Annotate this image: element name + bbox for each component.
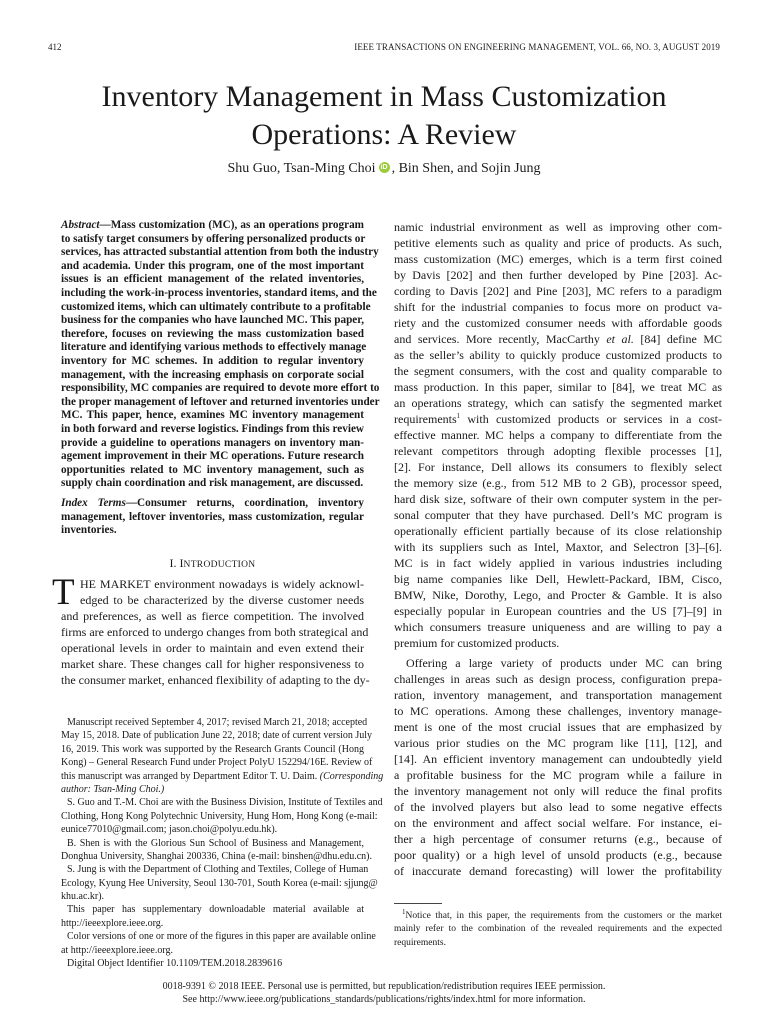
- abstract-line: to satisfy target consumers by offering personalized products or: [61, 232, 366, 245]
- body-line: an operations strategy, which can satisfy the segmented market: [394, 396, 722, 410]
- abstract-line: and academia. Under this program, one of the most important: [61, 259, 364, 272]
- title-line-1: Inventory Management in Mass Customization: [101, 80, 667, 113]
- body-line: big name companies like Dell, Hewlett-Packard, IBM, Cisco,: [394, 572, 722, 586]
- body-line: namic industrial environment as well as improving other com-: [394, 220, 722, 234]
- body-line: ment is one of the most crucial issues that are emphasized by: [394, 720, 722, 734]
- body-line: mass customization (MC) emerges, which is a term first coined: [394, 252, 722, 266]
- body-line: on the environment and affect social welfare. For instance, ei-: [394, 816, 722, 830]
- right-column-p2: [394, 655, 722, 879]
- abstract-line: therefore, focuses on reviewing the mass customization based: [61, 327, 364, 340]
- abstract-line: agement improvement in their MC operations. Future research: [61, 450, 364, 463]
- intro-line: and preferences, as well as fierce competition. The involved: [61, 609, 364, 623]
- body-line: BMW, Nike, Dorothy, Lego, and Procter & Gamble. It is also: [394, 588, 722, 602]
- body-line: requirements$^1$ with customized products or services in a cost-: [394, 412, 722, 426]
- body-line: the segment consumers, with the cost and quality comparable to: [394, 364, 722, 378]
- body-line: especially popular in European countries and the US [7]–[9] in: [394, 604, 722, 618]
- body-line: premium for customized products.: [394, 636, 560, 650]
- intro-line: firms are enforced to undergo changes from both strategical and: [61, 625, 369, 639]
- body-line: ther a high percentage of consumer returns (e.g., because of: [394, 832, 722, 846]
- body-line: petitive elements such as quality and price of products. As such,: [394, 236, 722, 250]
- right-column-p1: [394, 219, 722, 651]
- intro-line: market share. These changes call for higher responsiveness to: [61, 657, 364, 671]
- abstract: [61, 219, 380, 491]
- index-terms-line: Index Terms—Consumer returns, coordination, inventory: [61, 497, 364, 509]
- index-terms-label: Index Terms: [61, 497, 126, 509]
- abstract-line: customized items, which can ultimately contribute to a profitable: [61, 300, 371, 313]
- section-title-first: I: [179, 556, 184, 570]
- intro-line: operational levels in order to maintain and even extend their: [61, 641, 364, 655]
- body-line: [14]. An efficient inventory management can undoubtedly yield: [394, 752, 722, 766]
- body-line: [2]. For instance, Dell allows its consumers to flexibly select: [394, 460, 722, 474]
- body-line: the inventory management not only will reduce the final profits: [394, 784, 722, 798]
- body-line: hard disk size, software of their own computer system in the per-: [394, 492, 722, 506]
- abstract-line: Abstract—Mass customization (MC), as an operations program: [61, 219, 364, 231]
- body-line: effective manner. MC helps a company to differentiate from the: [394, 428, 722, 442]
- abstract-label: Abstract: [61, 219, 100, 231]
- copyright-line-1: 0018-9391 © 2018 IEEE. Personal use is permitted, but republication/redistribution requires IEEE permission.: [162, 981, 606, 992]
- running-head: IEEE TRANSACTIONS ON ENGINEERING MANAGEMENT, VOL. 66, NO. 3, AUGUST 2019: [354, 42, 720, 52]
- author-list: [60, 161, 708, 177]
- body-line: cording to Davis [202] and Pine [203], MC refers to a paradigm: [394, 284, 722, 298]
- intro-paragraph: [61, 608, 370, 688]
- abstract-line: the proper management of leftover and returned inventories under: [61, 395, 380, 408]
- index-terms-line: management, leftover inventories, mass customization, regular: [61, 510, 364, 523]
- body-line: Offering a large variety of products under MC can bring: [406, 656, 722, 670]
- body-line: a profitable business for the MC program while a failure in: [394, 768, 722, 782]
- drop-cap: T: [52, 572, 75, 613]
- body-line: sonal computer that they have purchased. Dell’s MC program is: [394, 508, 722, 522]
- index-terms: [61, 497, 364, 538]
- title-line-2: Operations: A Review: [251, 118, 517, 151]
- body-line: challenges in areas such as design process, configuration prepa-: [394, 672, 722, 686]
- copyright-notice: [60, 981, 708, 1006]
- body-line: mass production. In this paper, similar to [84], we treat MC as: [394, 380, 722, 394]
- abstract-line: opportunities related to MC inventory management, such as: [61, 463, 364, 476]
- body-line: by Davis [202] and then further developed by Pine [203]. Ac-: [394, 268, 722, 282]
- index-terms-line: inventories.: [61, 524, 117, 537]
- authors-rest: , Bin Shen, and Sojin Jung: [391, 161, 541, 176]
- section-title-rest: NTRODUCTION: [183, 560, 256, 570]
- body-line: riety and the customized consumer needs with affordable goods: [394, 316, 722, 330]
- paper-title: [60, 78, 708, 154]
- copyright-line-2[interactable]: See http://www.ieee.org/publications_standards/publications/rights/index.html for more information.: [182, 993, 586, 1005]
- body-line: relevant competitors through adopting flexible processes [1],: [394, 444, 722, 458]
- abstract-line: issues is an efficient management of the related inventories,: [61, 273, 364, 286]
- page-number: 412: [48, 42, 62, 52]
- body-line: with its suppliers such as Intel, Maxtor, and Selectron [3]–[6].: [394, 540, 722, 554]
- body-line: poor quality) or a high level of unsold products (e.g., because: [394, 848, 722, 862]
- authors-first: Shu Guo, Tsan-Ming Choi: [227, 161, 376, 176]
- abstract-line: management, with the increasing emphasis on corporate social: [61, 368, 364, 381]
- body-line: of inaccurate demand forecasting) will lower the profitability: [394, 864, 722, 878]
- body-line: MC is in fact widely applied in various industries including: [394, 556, 722, 570]
- body-line: which consumers treasure uniqueness and are willing to pay a: [394, 620, 722, 634]
- footnote-marker[interactable]: 1: [456, 412, 461, 420]
- abstract-line: business for the companies who have launched MC. This paper,: [61, 314, 364, 327]
- orcid-icon[interactable]: iD: [380, 164, 388, 171]
- body-line: shift for the industrial companies to focus more on product va-: [394, 300, 722, 314]
- abstract-line: services, has attracted substantial attention from both the industry: [61, 246, 379, 259]
- abstract-line: literature and identifying various methods to effectively manage: [61, 341, 367, 354]
- body-line: operationally efficient partially because of its close relationship: [394, 524, 722, 538]
- body-line: and services. More recently, MacCarthy et al. [84] define MC: [394, 332, 723, 346]
- footnote-1: $^1$Notice that, in this paper, the requirements from the customers or the market mainly refer to the combination of the revealed requirements and the expected requirements.: [394, 907, 722, 948]
- body-line: ration, inventory management, and transportation management: [394, 688, 722, 702]
- intro-indented: [80, 576, 364, 608]
- manuscript-footnote: Manuscript received September 4, 2017; revised March 21, 2018; accepted May 15, 2018. Date of publication June 22, 2018; date of current version July 16, 2019. This work was supported by the Research Grants Council (Hong Kong) – General Research Fund under Project PolyU 152294/16E. Review of this manuscript was arranged by Department Editor T. U. Daim. (Corresponding author: Tsan-Ming Choi.) S. Guo and T.-M. Choi are with the Business Division, Institute of Textiles and Clothing, Hong Kong Polytechnic University, Hung Hom, Hong Kong (e-mail: eunice77010@gmail.com; jason.choi@polyu.edu.hk). B. Shen is with the Glorious Sun School of Business and Management, Donghua University, Shanghai 200336, China (e-mail: binshen@dhu.edu.cn). S. Jung is with the Department of Clothing and Textiles, College of Human Ecology, Kyung Hee University, Seoul 130-701, South Korea (e-mail: sjjung@ khu.ac.kr). This paper has supplementary downloadable material available at http://ieeexplore.ieee.org. Color versions of one or more of the figures in this paper are available online at http://ieeexplore.ieee.org. Digital Object Identifier 10.1109/TEM.2018.2839616: [61, 717, 384, 970]
- abstract-line: supply chain coordination and risk management, are discussed.: [61, 477, 364, 490]
- abstract-line: in both forward and reverse logistics. Findings from this review: [61, 422, 364, 435]
- body-line: the memory size (e.g., from 512 MB to 2 GB), processor speed,: [394, 476, 722, 490]
- abstract-line: inventory for MC schemes. In addition to regular inventory: [61, 354, 364, 367]
- abstract-line: responsibility, MC companies are required to devote more effort to: [61, 382, 380, 395]
- body-line: various prior studies on the MC program like [11], [12], and: [394, 736, 722, 750]
- body-line: of the involved players but also lead to some negative effects: [394, 800, 722, 814]
- section-number: I.: [169, 556, 177, 570]
- abstract-line: MC. This paper, hence, examines MC inventory management: [61, 409, 364, 422]
- abstract-line: including the work-in-process inventories, standard items, and the: [61, 286, 377, 299]
- body-line: to MC operations. Among these challenges, inventory manage-: [394, 704, 722, 718]
- body-line: as the seller’s ability to quickly produce customized products to: [394, 348, 722, 362]
- intro-line: the consumer market, enhanced flexibility of adapting to the dy-: [61, 673, 370, 687]
- abstract-line: provide a guideline to operations managers on inventory man-: [61, 436, 364, 449]
- footnote-divider: [394, 903, 442, 904]
- section-heading: [61, 556, 364, 571]
- intro-line: HE MARKET environment nowadays is widely acknowl-: [80, 577, 364, 591]
- intro-line: edged to be characterized by the diverse customer needs: [80, 593, 364, 607]
